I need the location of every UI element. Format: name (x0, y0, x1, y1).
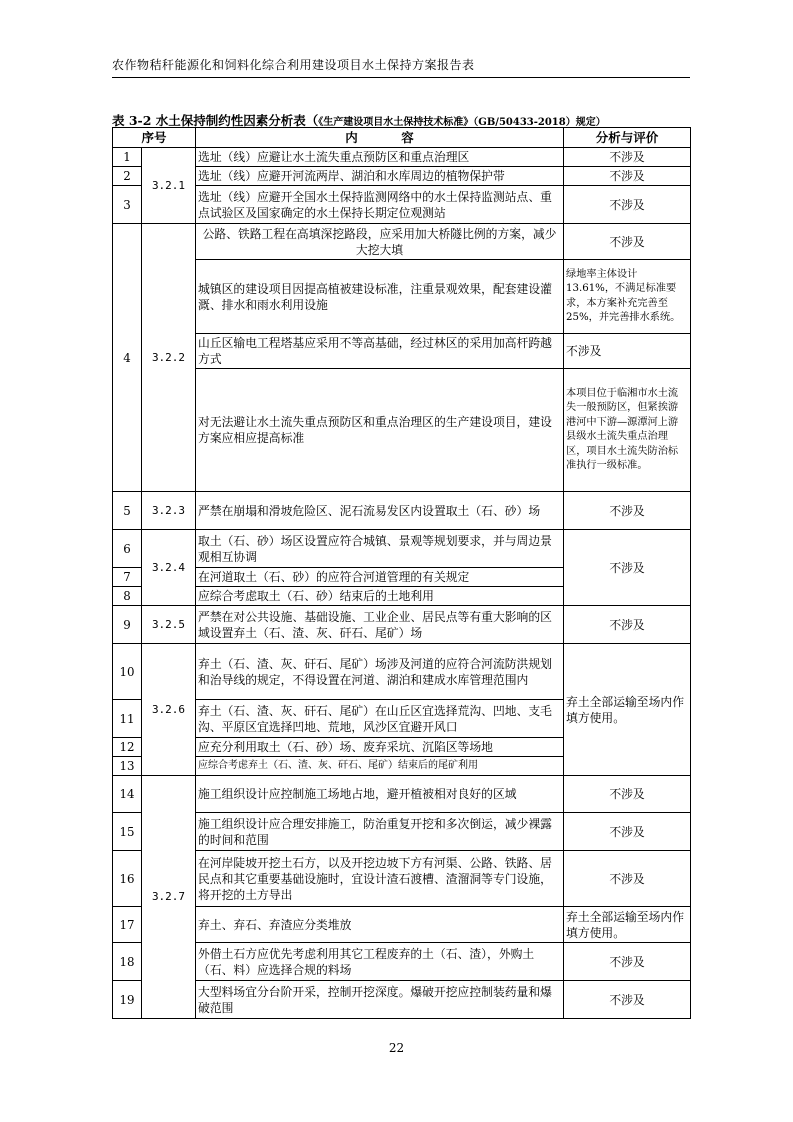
table-row (113, 492, 691, 530)
table-caption-main: 表 3-2 水土保持制约性因素分析表（ (112, 113, 319, 128)
row-content: 施工组织设计应控制施工场地占地，避开植被相对良好的区域 (196, 776, 564, 813)
row-evaluation: 不涉及 (564, 606, 691, 644)
row-number: 3 (113, 186, 142, 224)
clause-number: 3.2.4 (142, 530, 196, 606)
clause-number: 3.2.6 (142, 644, 196, 776)
row-evaluation: 绿地率主体设计 13.61%，不满足标准要求，本方案补充完善至 25%，并完善排水系统。 (564, 260, 691, 334)
row-number: 9 (113, 606, 142, 644)
row-evaluation: 本项目位于临湘市水土流失一般预防区，但紧挨游港河中下游—源潭河上游县级水土流失重点治理区，项目水土流失防治标准执行一级标准。 (564, 369, 691, 492)
row-evaluation: 不涉及 (564, 776, 691, 813)
row-number: 2 (113, 167, 142, 186)
row-number: 12 (113, 738, 142, 757)
row-content: 对无法避让水土流失重点预防区和重点治理区的生产建设项目，建设方案应相应提高标准 (196, 369, 564, 492)
row-content: 选址（线）应避开全国水土保持监测网络中的水土保持监测站点、重点试验区及国家确定的水土保持长期定位观测站 (196, 186, 564, 224)
table-row (113, 776, 691, 813)
row-content: 在河岸陡坡开挖土石方，以及开挖边坡下方有河渠、公路、铁路、居民点和其它重要基础设施时，宜设计渣石渡槽、渣溜洞等专门设施，将开挖的土方导出 (196, 851, 564, 907)
clause-number: 3.2.1 (142, 148, 196, 224)
constraint-factor-table (112, 127, 691, 1019)
row-content: 城镇区的建设项目因提高植被建设标准，注重景观效果，配套建设灌溉、排水和雨水利用设施 (196, 260, 564, 334)
row-evaluation: 不涉及 (564, 851, 691, 907)
row-number: 11 (113, 700, 142, 738)
row-content: 选址（线）应避让水土流失重点预防区和重点治理区 (196, 148, 564, 167)
table-row (113, 148, 691, 167)
row-number: 8 (113, 587, 142, 606)
table-row (113, 981, 691, 1019)
table-row (113, 851, 691, 907)
clause-number: 3.2.5 (142, 606, 196, 644)
row-evaluation: 不涉及 (564, 186, 691, 224)
row-number: 16 (113, 851, 142, 907)
row-evaluation: 弃土全部运输至场内作填方使用。 (564, 907, 691, 943)
table-row (113, 167, 691, 186)
table-row (113, 644, 691, 700)
table-row (113, 334, 691, 369)
table-row (113, 606, 691, 644)
row-evaluation: 不涉及 (564, 334, 691, 369)
row-content: 山丘区输电工程塔基应采用不等高基础，经过林区的采用加高杆跨越方式 (196, 334, 564, 369)
row-content: 应综合考虑取土（石、砂）结束后的土地利用 (196, 587, 564, 606)
table-caption-standard: 《生产建设项目水土保持技术标准》（GB/50433-2018）规定） (318, 117, 606, 128)
row-content: 弃土、弃石、弃渣应分类堆放 (196, 907, 564, 943)
row-evaluation: 不涉及 (564, 813, 691, 851)
row-content: 弃土（石、渣、灰、矸石、尾矿）在山丘区宜选择荒沟、凹地、支毛沟、平原区宜选择凹地、荒地，风沙区宜避开风口 (196, 700, 564, 738)
clause-number: 3.2.3 (142, 492, 196, 530)
row-number: 7 (113, 568, 142, 587)
row-number: 15 (113, 813, 142, 851)
clause-number: 3.2.2 (142, 224, 196, 492)
row-evaluation: 不涉及 (564, 167, 691, 186)
row-content: 外借土石方应优先考虑利用其它工程废弃的土（石、渣），外购土（石、料）应选择合规的料场 (196, 943, 564, 981)
row-number: 10 (113, 644, 142, 700)
row-number: 19 (113, 981, 142, 1019)
page-number: 22 (388, 1041, 405, 1055)
table-row (113, 186, 691, 224)
row-content: 严禁在对公共设施、基础设施、工业企业、居民点等有重大影响的区域设置弃土（石、渣、灰、矸石、尾矿）场 (196, 606, 564, 644)
table-row (113, 943, 691, 981)
row-number: 13 (113, 757, 142, 776)
row-content: 在河道取土（石、砂）的应符合河道管理的有关规定 (196, 568, 564, 587)
header-analysis-evaluation: 分析与评价 (564, 128, 691, 148)
row-number: 5 (113, 492, 142, 530)
row-number: 14 (113, 776, 142, 813)
table-row (113, 224, 691, 260)
row-evaluation: 不涉及 (564, 492, 691, 530)
table-row (113, 907, 691, 943)
row-number: 6 (113, 530, 142, 568)
row-content: 严禁在崩塌和滑坡危险区、泥石流易发区内设置取土（石、砂）场 (196, 492, 564, 530)
header-serial-number: 序号 (113, 128, 196, 148)
row-content: 应综合考虑弃土（石、渣、灰、矸石、尾矿）结束后的尾矿利用 (196, 757, 564, 776)
row-content: 应充分利用取土（石、砂）场、废弃采坑、沉陷区等场地 (196, 738, 564, 757)
row-evaluation: 不涉及 (564, 148, 691, 167)
row-evaluation: 不涉及 (564, 943, 691, 981)
row-content: 选址（线）应避开河流两岸、湖泊和水库周边的植物保护带 (196, 167, 564, 186)
header-content: 内 容 (196, 128, 564, 148)
row-content: 取土（石、砂）场区设置应符合城镇、景观等规划要求，并与周边景观相互协调 (196, 530, 564, 568)
clause-number: 3.2.7 (142, 776, 196, 1019)
table-header-row (113, 128, 691, 148)
table-row (113, 530, 691, 568)
row-evaluation: 不涉及 (564, 981, 691, 1019)
table-row (113, 369, 691, 492)
table-row (113, 260, 691, 334)
row-content: 大型料场宜分台阶开采，控制开挖深度。爆破开挖应控制装药量和爆破范围 (196, 981, 564, 1019)
table-row (113, 813, 691, 851)
row-number: 4 (113, 224, 142, 492)
header-divider (112, 77, 690, 78)
row-evaluation: 弃土全部运输至场内作填方使用。 (564, 644, 691, 776)
row-evaluation: 不涉及 (564, 224, 691, 260)
row-number: 17 (113, 907, 142, 943)
row-content: 公路、铁路工程在高填深挖路段，应采用加大桥隧比例的方案，减少大挖大填 (196, 224, 564, 260)
row-content: 弃土（石、渣、灰、矸石、尾矿）场涉及河道的应符合河流防洪规划和治导线的规定，不得设置在河道、湖泊和建成水库管理范围内 (196, 644, 564, 700)
row-content: 施工组织设计应合理安排施工，防治重复开挖和多次倒运，减少裸露的时间和范围 (196, 813, 564, 851)
row-number: 1 (113, 148, 142, 167)
page-header-title: 农作物秸秆能源化和饲料化综合利用建设项目水土保持方案报告表 (112, 58, 475, 72)
row-number: 18 (113, 943, 142, 981)
row-evaluation: 不涉及 (564, 530, 691, 606)
